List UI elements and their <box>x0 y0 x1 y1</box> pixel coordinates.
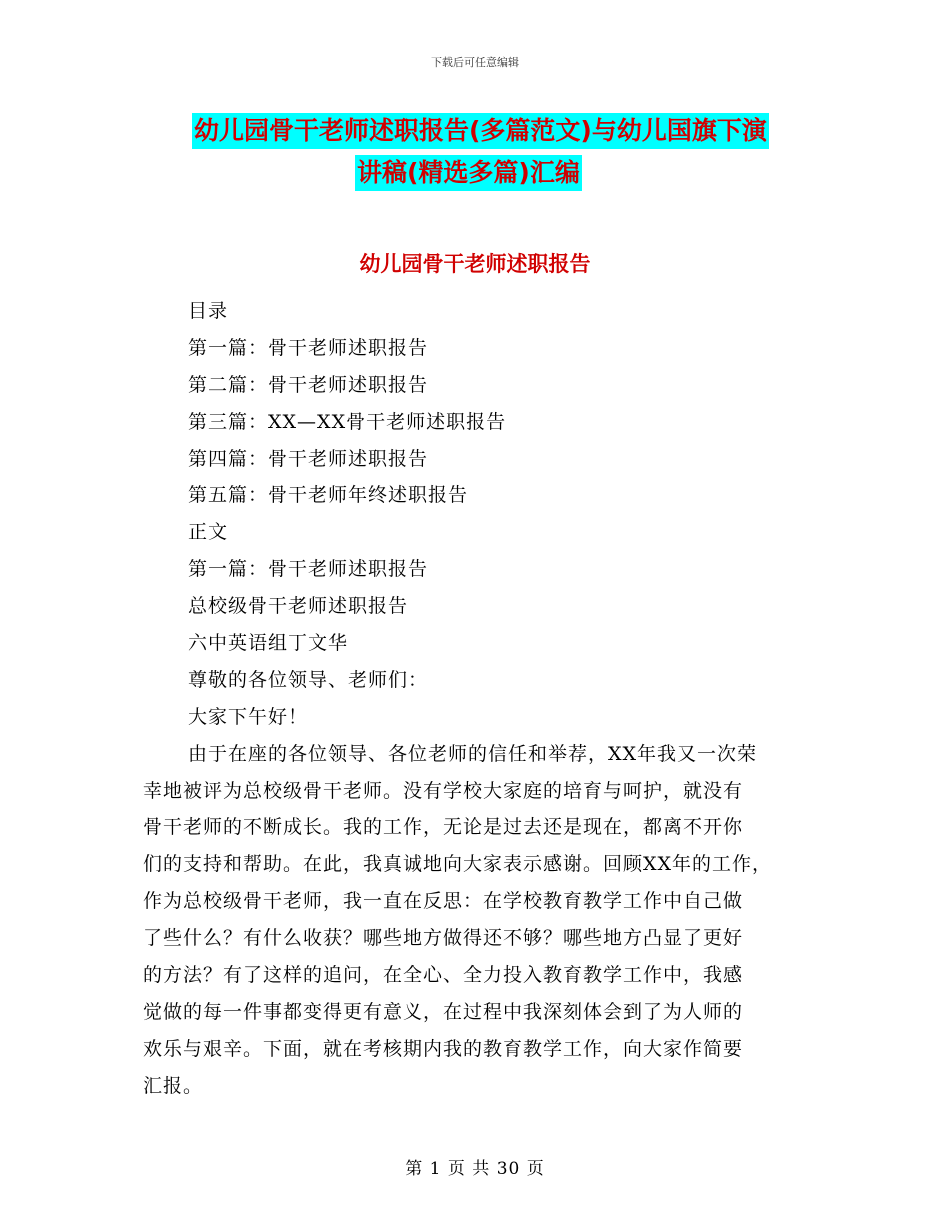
paragraph-line: 幸地被评为总校级骨干老师。没有学校大家庭的培育与呵护，就没有 <box>143 779 744 802</box>
toc-item: 第五篇：骨干老师年终述职报告 <box>188 484 469 507</box>
paragraph-line: 觉做的每一件事都变得更有意义，在过程中我深刻体会到了为人师的 <box>143 1000 744 1023</box>
page-footer: 第 1 页 共 30 页 <box>405 1159 545 1179</box>
paragraph-line: 作为总校级骨干老师，我一直在反思：在学校教育教学工作中自己做 <box>143 890 744 913</box>
toc-item: 第四篇：骨干老师述职报告 <box>188 447 429 470</box>
toc-item: 第一篇：骨干老师述职报告 <box>188 336 429 359</box>
salutation: 尊敬的各位领导、老师们： <box>188 668 429 691</box>
greeting: 大家下午好！ <box>188 705 309 728</box>
title-line-1: 幼儿园骨干老师述职报告(多篇范文)与幼儿国旗下演 <box>192 113 769 149</box>
document-body <box>143 293 823 1105</box>
section-heading: 幼儿园骨干老师述职报告 <box>359 252 591 276</box>
title-line-2: 讲稿(精选多篇)汇编 <box>355 155 582 191</box>
paragraph-line: 的方法？有了这样的追问，在全心、全力投入教育教学工作中，我感 <box>143 964 744 987</box>
section-title: 第一篇：骨干老师述职报告 <box>188 558 429 581</box>
author-line: 六中英语组丁文华 <box>188 632 349 655</box>
report-title: 总校级骨干老师述职报告 <box>188 595 409 618</box>
toc-item: 第二篇：骨干老师述职报告 <box>188 373 429 396</box>
paragraph-line: 欢乐与艰辛。下面，就在考核期内我的教育教学工作，向大家作简要 <box>143 1037 744 1060</box>
paragraph-line: 们的支持和帮助。在此，我真诚地向大家表示感谢。回顾XX年的工作， <box>143 853 773 876</box>
toc-item: 第三篇：XX—XX骨干老师述职报告 <box>188 410 507 433</box>
paragraph-line: 了些什么？有什么收获？哪些地方做得还不够？哪些地方凸显了更好 <box>143 927 744 950</box>
toc-heading: 目录 <box>188 300 229 322</box>
paragraph-line: 汇报。 <box>143 1074 204 1097</box>
paragraph-line: 由于在座的各位领导、各位老师的信任和举荐，XX年我又一次荣 <box>188 742 758 765</box>
body-heading: 正文 <box>188 521 229 544</box>
header-note: 下载后可任意编辑 <box>431 56 519 69</box>
paragraph-line: 骨干老师的不断成长。我的工作，无论是过去还是现在，都离不开你 <box>143 816 744 839</box>
